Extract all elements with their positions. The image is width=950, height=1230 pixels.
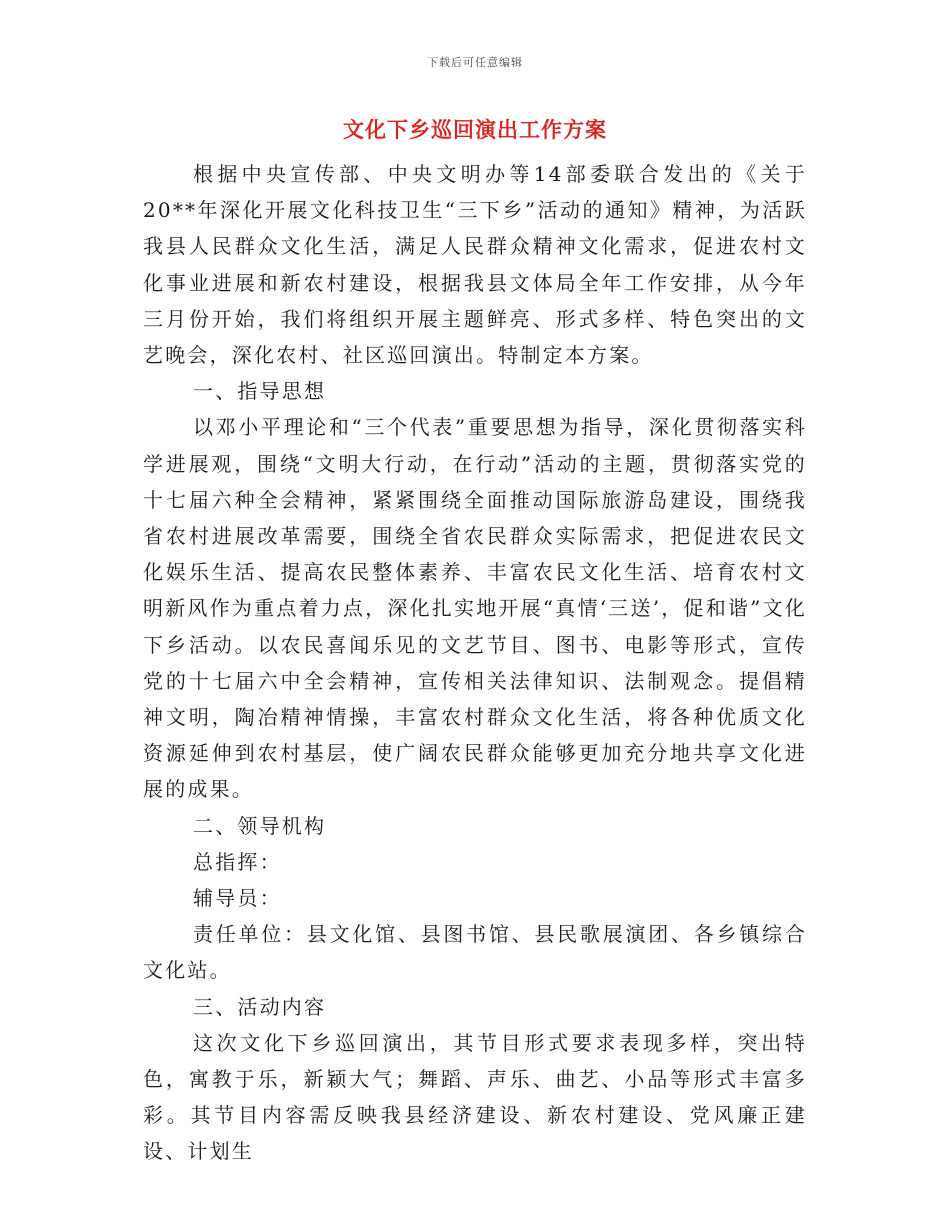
paragraph-activity-content: 这次文化下乡巡回演出，其节目形式要求表现多样，突出特色，寓教于乐，新颖大气；舞蹈、声乐、曲艺、小品等形式丰富多彩。其节目内容需反映我县经济建设、新农村建设、党风廉正建设、计划生	[143, 1030, 807, 1164]
section-heading-activity-content: 三、活动内容	[193, 994, 327, 1019]
document-title: 文化下乡巡回演出工作方案	[343, 117, 607, 142]
paragraph-intro: 根据中央宣传部、中央文明办等14部委联合发出的《关于20**年深化开展文化科技卫生“三下乡”活动的通知》精神，为活跃我县人民群众文化生活，满足人民群众精神文化需求，促进农村文化事业进展和新农村建设，根据我县文体局全年工作安排，从今年三月份开始，我们将组织开展主题鲜亮、形式多样、特色突出的文艺晚会，深化农村、社区巡回演出。特制定本方案。	[143, 162, 807, 368]
paragraph-guiding-ideology: 以邓小平理论和“三个代表”重要思想为指导，深化贯彻落实科学进展观，围绕“文明大行动，在行动”活动的主题，贯彻落实党的十七届六种全会精神，紧紧围绕全面推动国际旅游岛建设，围绕我省农村进展改革需要，围绕全省农民群众实际需求，把促进农民文化娱乐生活、提高农民整体素养、丰富农民文化生活、培育农村文明新风作为重点着力点，深化扎实地开展“真情‘三送’，促和谐”文化下乡活动。以农民喜闻乐见的文艺节目、图书、电影等形式，宣传党的十七届六中全会精神，宣传相关法律知识、法制观念。提倡精神文明，陶冶精神情操，丰富农村群众文化生活，将各种优质文化资源延伸到农村基层，使广阔农民群众能够更加充分地共享文化进展的成果。	[143, 415, 807, 802]
paragraph-responsible-units: 责任单位：县文化馆、县图书馆、县民歌展演团、各乡镇综合文化站。	[143, 922, 807, 983]
header-note: 下载后可任意编辑	[427, 56, 523, 69]
section-heading-guiding-ideology: 一、指导思想	[193, 379, 327, 404]
paragraph-commander: 总指挥：	[193, 849, 282, 874]
section-heading-leadership: 二、领导机构	[193, 813, 327, 838]
document-body	[143, 156, 807, 1170]
paragraph-instructor: 辅导员：	[193, 886, 282, 911]
